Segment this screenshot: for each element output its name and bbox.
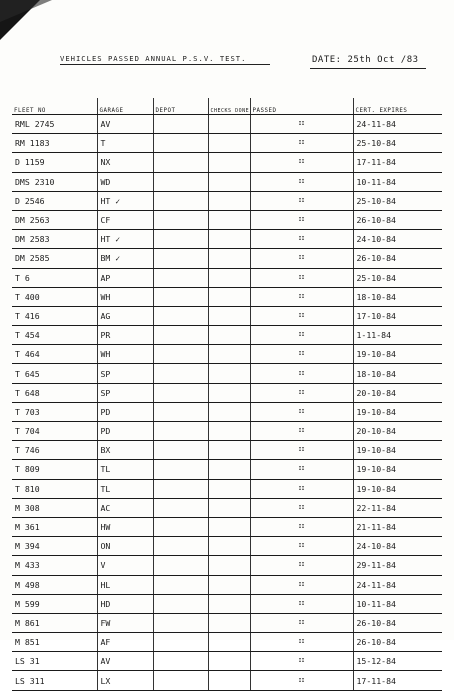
table-row: [12, 172, 442, 191]
passed-cell: II: [250, 633, 353, 652]
passed-cell: II: [250, 153, 353, 172]
table-row: [12, 575, 442, 594]
table-row: [12, 671, 442, 690]
depot-cell: [153, 517, 208, 536]
garage-cell: PD: [97, 402, 153, 421]
passed-cell: II: [250, 422, 353, 441]
garage-cell: WH: [97, 345, 153, 364]
column-header: CHECKS DONE: [208, 98, 250, 115]
passed-cell: II: [250, 652, 353, 671]
depot-cell: [153, 613, 208, 632]
passed-cell: II: [250, 306, 353, 325]
table-row: [12, 479, 442, 498]
garage-cell: AP: [97, 268, 153, 287]
depot-cell: [153, 306, 208, 325]
checks-done-cell: [208, 287, 250, 306]
depot-cell: [153, 498, 208, 517]
fleet-number-cell: T 704: [12, 422, 97, 441]
document-date: [312, 55, 419, 65]
checks-done-cell: [208, 498, 250, 517]
passed-cell: II: [250, 249, 353, 268]
depot-cell: [153, 537, 208, 556]
garage-cell: AV: [97, 115, 153, 134]
fleet-number-cell: M 498: [12, 575, 97, 594]
passed-cell: II: [250, 402, 353, 421]
fleet-number-cell: T 464: [12, 345, 97, 364]
table-row: [12, 268, 442, 287]
fleet-number-cell: DMS 2310: [12, 172, 97, 191]
garage-cell: HT ✓: [97, 230, 153, 249]
cert-expires-cell: 17-11-84: [353, 671, 442, 690]
garage-cell: T: [97, 134, 153, 153]
garage-cell: AF: [97, 633, 153, 652]
fleet-number-cell: LS 31: [12, 652, 97, 671]
fleet-number-cell: D 2546: [12, 191, 97, 210]
cert-expires-cell: 20-10-84: [353, 422, 442, 441]
passed-cell: II: [250, 172, 353, 191]
checks-done-cell: [208, 441, 250, 460]
scan-corner-shadow-edge: [0, 0, 52, 22]
table-row: [12, 633, 442, 652]
garage-cell: HW: [97, 517, 153, 536]
table-row: [12, 345, 442, 364]
checks-done-cell: [208, 191, 250, 210]
cert-expires-cell: 26-10-84: [353, 210, 442, 229]
cert-expires-cell: 29-11-84: [353, 556, 442, 575]
table-row: [12, 153, 442, 172]
table-row: [12, 134, 442, 153]
fleet-number-cell: M 361: [12, 517, 97, 536]
depot-cell: [153, 249, 208, 268]
cert-expires-cell: 26-10-84: [353, 633, 442, 652]
garage-cell: PD: [97, 422, 153, 441]
passed-cell: II: [250, 575, 353, 594]
passed-cell: II: [250, 613, 353, 632]
table-row: [12, 498, 442, 517]
passed-cell: II: [250, 383, 353, 402]
passed-cell: II: [250, 191, 353, 210]
garage-cell: FW: [97, 613, 153, 632]
column-header: DEPOT: [153, 98, 208, 115]
fleet-number-cell: T 809: [12, 460, 97, 479]
table-row: [12, 402, 442, 421]
checks-done-cell: [208, 383, 250, 402]
date-day: 25th Oct: [347, 55, 395, 65]
checks-done-cell: [208, 153, 250, 172]
cert-expires-cell: 1-11-84: [353, 326, 442, 345]
cert-expires-cell: 18-10-84: [353, 364, 442, 383]
depot-cell: [153, 671, 208, 690]
depot-cell: [153, 633, 208, 652]
cert-expires-cell: 19-10-84: [353, 460, 442, 479]
cert-expires-cell: 19-10-84: [353, 479, 442, 498]
checks-done-cell: [208, 613, 250, 632]
cert-expires-cell: 25-10-84: [353, 191, 442, 210]
passed-cell: II: [250, 517, 353, 536]
cert-expires-cell: 18-10-84: [353, 287, 442, 306]
checks-done-cell: [208, 671, 250, 690]
checks-done-cell: [208, 422, 250, 441]
table-row: [12, 191, 442, 210]
cert-expires-cell: 17-11-84: [353, 153, 442, 172]
garage-cell: ON: [97, 537, 153, 556]
garage-cell: TL: [97, 479, 153, 498]
garage-cell: HD: [97, 594, 153, 613]
garage-cell: SP: [97, 383, 153, 402]
passed-cell: II: [250, 115, 353, 134]
depot-cell: [153, 422, 208, 441]
cert-expires-cell: 10-11-84: [353, 594, 442, 613]
passed-cell: II: [250, 594, 353, 613]
cert-expires-cell: 26-10-84: [353, 249, 442, 268]
passed-cell: II: [250, 556, 353, 575]
checks-done-cell: [208, 575, 250, 594]
fleet-number-cell: M 851: [12, 633, 97, 652]
cert-expires-cell: 19-10-84: [353, 441, 442, 460]
fleet-number-cell: T 6: [12, 268, 97, 287]
fleet-number-cell: M 394: [12, 537, 97, 556]
garage-cell: TL: [97, 460, 153, 479]
garage-cell: V: [97, 556, 153, 575]
depot-cell: [153, 460, 208, 479]
table-row: [12, 517, 442, 536]
passed-cell: II: [250, 441, 353, 460]
cert-expires-cell: 24-10-84: [353, 537, 442, 556]
passed-cell: II: [250, 479, 353, 498]
table-row: [12, 652, 442, 671]
column-header: CERT. EXPIRES: [353, 98, 442, 115]
title-underline: [60, 64, 270, 65]
table-row: [12, 287, 442, 306]
fleet-number-cell: T 416: [12, 306, 97, 325]
fleet-number-cell: LS 311: [12, 671, 97, 690]
depot-cell: [153, 441, 208, 460]
fleet-number-cell: T 810: [12, 479, 97, 498]
depot-cell: [153, 191, 208, 210]
depot-cell: [153, 345, 208, 364]
table-row: [12, 230, 442, 249]
table-row: [12, 306, 442, 325]
garage-cell: BX: [97, 441, 153, 460]
vehicle-table: [12, 98, 442, 691]
checks-done-cell: [208, 249, 250, 268]
garage-cell: AG: [97, 306, 153, 325]
cert-expires-cell: 26-10-84: [353, 613, 442, 632]
garage-cell: PR: [97, 326, 153, 345]
garage-cell: HT ✓: [97, 191, 153, 210]
fleet-number-cell: M 599: [12, 594, 97, 613]
fleet-number-cell: DM 2583: [12, 230, 97, 249]
passed-cell: II: [250, 671, 353, 690]
depot-cell: [153, 326, 208, 345]
cert-expires-cell: 24-11-84: [353, 575, 442, 594]
depot-cell: [153, 115, 208, 134]
depot-cell: [153, 594, 208, 613]
passed-cell: II: [250, 287, 353, 306]
fleet-number-cell: T 400: [12, 287, 97, 306]
table-row: [12, 364, 442, 383]
fleet-number-cell: T 645: [12, 364, 97, 383]
depot-cell: [153, 153, 208, 172]
checks-done-cell: [208, 537, 250, 556]
depot-cell: [153, 172, 208, 191]
depot-cell: [153, 575, 208, 594]
checks-done-cell: [208, 172, 250, 191]
table-row: [12, 383, 442, 402]
fleet-number-cell: DM 2563: [12, 210, 97, 229]
checks-done-cell: [208, 633, 250, 652]
garage-cell: LX: [97, 671, 153, 690]
table-row: [12, 249, 442, 268]
fleet-number-cell: DM 2585: [12, 249, 97, 268]
table-row: [12, 460, 442, 479]
table-row: [12, 422, 442, 441]
checks-done-cell: [208, 556, 250, 575]
date-underline: [310, 68, 426, 69]
cert-expires-cell: 15-12-84: [353, 652, 442, 671]
cert-expires-cell: 25-10-84: [353, 134, 442, 153]
passed-cell: II: [250, 230, 353, 249]
fleet-number-cell: T 454: [12, 326, 97, 345]
cert-expires-cell: 25-10-84: [353, 268, 442, 287]
garage-cell: AV: [97, 652, 153, 671]
date-label: DATE:: [312, 55, 342, 65]
passed-cell: II: [250, 326, 353, 345]
table-row: [12, 537, 442, 556]
depot-cell: [153, 556, 208, 575]
garage-cell: WD: [97, 172, 153, 191]
garage-cell: NX: [97, 153, 153, 172]
fleet-number-cell: D 1159: [12, 153, 97, 172]
cert-expires-cell: 17-10-84: [353, 306, 442, 325]
fleet-number-cell: RM 1183: [12, 134, 97, 153]
depot-cell: [153, 479, 208, 498]
depot-cell: [153, 210, 208, 229]
checks-done-cell: [208, 306, 250, 325]
checks-done-cell: [208, 210, 250, 229]
table-row: [12, 326, 442, 345]
depot-cell: [153, 230, 208, 249]
fleet-number-cell: T 648: [12, 383, 97, 402]
checks-done-cell: [208, 517, 250, 536]
checks-done-cell: [208, 364, 250, 383]
cert-expires-cell: 19-10-84: [353, 345, 442, 364]
checks-done-cell: [208, 345, 250, 364]
garage-cell: AC: [97, 498, 153, 517]
passed-cell: II: [250, 268, 353, 287]
cert-expires-cell: 10-11-84: [353, 172, 442, 191]
fleet-number-cell: M 308: [12, 498, 97, 517]
cert-expires-cell: 22-11-84: [353, 498, 442, 517]
fleet-number-cell: T 703: [12, 402, 97, 421]
depot-cell: [153, 383, 208, 402]
checks-done-cell: [208, 460, 250, 479]
table-header-row: [12, 98, 442, 115]
fleet-number-cell: M 433: [12, 556, 97, 575]
table-body: [12, 115, 442, 691]
checks-done-cell: [208, 594, 250, 613]
checks-done-cell: [208, 479, 250, 498]
table-row: [12, 115, 442, 134]
table-row: [12, 556, 442, 575]
checks-done-cell: [208, 268, 250, 287]
depot-cell: [153, 134, 208, 153]
passed-cell: II: [250, 134, 353, 153]
passed-cell: II: [250, 210, 353, 229]
cert-expires-cell: 21-11-84: [353, 517, 442, 536]
garage-cell: HL: [97, 575, 153, 594]
fleet-number-cell: RML 2745: [12, 115, 97, 134]
table-row: [12, 594, 442, 613]
checks-done-cell: [208, 326, 250, 345]
garage-cell: BM ✓: [97, 249, 153, 268]
table-row: [12, 210, 442, 229]
garage-cell: SP: [97, 364, 153, 383]
table-row: [12, 441, 442, 460]
garage-cell: WH: [97, 287, 153, 306]
passed-cell: II: [250, 345, 353, 364]
depot-cell: [153, 652, 208, 671]
cert-expires-cell: 19-10-84: [353, 402, 442, 421]
checks-done-cell: [208, 115, 250, 134]
passed-cell: II: [250, 498, 353, 517]
garage-cell: CF: [97, 210, 153, 229]
document-title: VEHICLES PASSED ANNUAL P.S.V. TEST.: [60, 54, 247, 63]
table-row: [12, 613, 442, 632]
cert-expires-cell: 24-11-84: [353, 115, 442, 134]
fleet-number-cell: T 746: [12, 441, 97, 460]
checks-done-cell: [208, 402, 250, 421]
depot-cell: [153, 268, 208, 287]
passed-cell: II: [250, 364, 353, 383]
depot-cell: [153, 364, 208, 383]
checks-done-cell: [208, 134, 250, 153]
cert-expires-cell: 24-10-84: [353, 230, 442, 249]
column-header: FLEET NO: [12, 98, 97, 115]
column-header: PASSED: [250, 98, 353, 115]
date-year: /83: [400, 55, 419, 65]
fleet-number-cell: M 861: [12, 613, 97, 632]
cert-expires-cell: 20-10-84: [353, 383, 442, 402]
depot-cell: [153, 402, 208, 421]
passed-cell: II: [250, 537, 353, 556]
column-header: GARAGE: [97, 98, 153, 115]
depot-cell: [153, 287, 208, 306]
checks-done-cell: [208, 230, 250, 249]
passed-cell: II: [250, 460, 353, 479]
checks-done-cell: [208, 652, 250, 671]
